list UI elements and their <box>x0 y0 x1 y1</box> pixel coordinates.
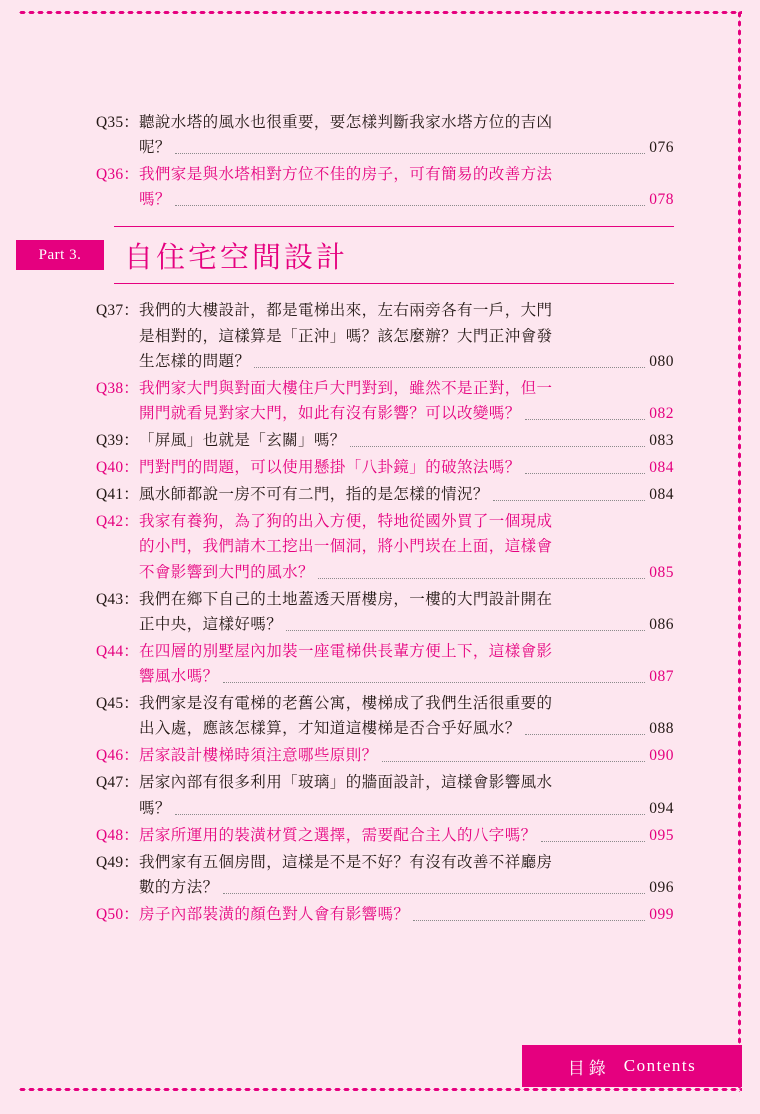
toc-entry-number: Q47： <box>96 774 139 792</box>
toc-entry-body <box>139 639 674 689</box>
toc-entry-last-line <box>139 187 674 212</box>
footer-label-cn: 目錄 <box>567 1058 610 1078</box>
toc-leader-dots <box>525 419 646 420</box>
toc-entry-body <box>139 587 674 637</box>
toc-entry[interactable] <box>96 770 674 820</box>
toc-entry[interactable] <box>96 509 674 584</box>
toc-page-number: 094 <box>649 799 674 817</box>
toc-leader-dots <box>382 761 646 762</box>
toc-leader-dots <box>175 153 645 154</box>
decorative-dot-border-bottom <box>18 1087 742 1092</box>
toc-entry-body <box>139 509 674 584</box>
toc-entry-body <box>139 455 674 480</box>
toc-entry-number: Q37： <box>96 302 139 320</box>
part-title: 自住宅空間設計 <box>124 241 349 274</box>
toc-entry-last-line <box>139 664 674 689</box>
toc-entry-line: 嗎？ <box>139 191 171 209</box>
toc-entry-last-line <box>139 401 674 426</box>
toc-entry[interactable] <box>96 587 674 637</box>
toc-page-number: 076 <box>649 139 674 157</box>
toc-entry-line: 居家所運用的裝潢材質之選擇，需要配合主人的八字嗎？ <box>139 826 537 844</box>
toc-entry-last-line <box>139 716 674 741</box>
toc-entry-line: 呢？ <box>139 139 171 157</box>
toc-page-number: 084 <box>649 459 674 477</box>
toc-page-number: 090 <box>649 747 674 765</box>
toc-entry-line: 居家設計樓梯時須注意哪些原則？ <box>139 747 378 765</box>
toc-entry-number: Q36： <box>96 166 139 184</box>
toc-entry-body <box>139 691 674 741</box>
toc-entry-line: 響風水嗎？ <box>139 667 219 685</box>
toc-entry-number: Q45： <box>96 695 139 713</box>
toc-entry-body <box>139 770 674 820</box>
toc-leader-dots <box>350 446 646 447</box>
toc-entry-number: Q43： <box>96 590 139 608</box>
toc-entry-line: 我們家是沒有電梯的老舊公寓，樓梯成了我們生活很重要的 <box>139 695 553 713</box>
toc-entry-line: 門對門的問題，可以使用懸掛「八卦鏡」的破煞法嗎？ <box>139 459 521 477</box>
toc-entry-line: 出入處，應該怎樣算，才知道這樓梯是否合乎好風水？ <box>139 720 521 738</box>
part-title-rule <box>114 226 674 284</box>
toc-page-number: 082 <box>649 404 674 422</box>
toc-leader-dots <box>413 920 645 921</box>
toc-entry-last-line <box>139 612 674 637</box>
toc-page-number: 099 <box>649 905 674 923</box>
toc-entry-number: Q49： <box>96 853 139 871</box>
toc-group-part3 <box>96 298 674 927</box>
toc-page-number: 095 <box>649 826 674 844</box>
toc-entry-last-line <box>139 902 674 927</box>
toc-entry-last-line <box>139 135 674 160</box>
toc-entry-line: 聽說水塔的風水也很重要，要怎樣判斷我家水塔方位的吉凶 <box>139 114 553 131</box>
toc-page-number: 078 <box>649 191 674 209</box>
toc-page-number: 083 <box>649 431 674 449</box>
toc-leader-dots <box>318 578 645 579</box>
toc-entry-line: 我們家大門與對面大樓住戶大門對到，雖然不是正對，但一 <box>139 379 553 397</box>
toc-entry-line: 在四層的別墅屋內加裝一座電梯供長輩方便上下，這樣會影 <box>139 642 553 660</box>
toc-leader-dots <box>223 682 646 683</box>
toc-leader-dots <box>286 630 645 631</box>
toc-entry-line: 數的方法？ <box>139 878 219 896</box>
toc-page-number: 085 <box>649 563 674 581</box>
toc-entry-body <box>139 850 674 900</box>
toc-entry-last-line <box>139 428 674 453</box>
toc-entry-line: 居家內部有很多利用「玻璃」的牆面設計，這樣會影響風水 <box>139 774 553 792</box>
toc-entry[interactable] <box>96 902 674 927</box>
toc-entry-line: 嗎？ <box>139 799 171 817</box>
toc-entry-line: 我家有養狗，為了狗的出入方便，特地從國外買了一個現成 <box>139 513 553 531</box>
toc-entry-last-line <box>139 482 674 507</box>
toc-entry-last-line <box>139 349 674 374</box>
toc-entry-last-line <box>139 560 674 585</box>
toc-entry-number: Q50： <box>96 905 139 923</box>
part-heading <box>38 226 674 288</box>
toc-entry[interactable] <box>96 482 674 507</box>
toc-entry-last-line <box>139 823 674 848</box>
toc-page-number: 087 <box>649 667 674 685</box>
toc-page-number: 096 <box>649 878 674 896</box>
toc-page-number: 088 <box>649 720 674 738</box>
toc-entry[interactable] <box>96 850 674 900</box>
toc-entry[interactable] <box>96 298 674 373</box>
toc-entry-body <box>139 298 674 373</box>
toc-entry-line: 的小門，我們請木工挖出一個洞，將小門崁在上面，這樣會 <box>139 538 553 556</box>
toc-entry[interactable] <box>96 110 674 160</box>
toc-entry-last-line <box>139 796 674 821</box>
toc-entry-body <box>139 823 674 848</box>
toc-entry-line: 開門就看見對家大門，如此有沒有影響？可以改變嗎？ <box>139 404 521 422</box>
toc-entry-body <box>139 110 674 160</box>
toc-entry[interactable] <box>96 162 674 212</box>
toc-leader-dots <box>525 473 646 474</box>
toc-entry-line: 是相對的，這樣算是「正沖」嗎？該怎麼辦？大門正沖會發 <box>139 327 553 345</box>
decorative-dot-border-right <box>737 10 742 1092</box>
toc-entry-line: 我們家有五個房間，這樣是不是不好？有沒有改善不祥廳房 <box>139 853 553 871</box>
decorative-dot-border-top <box>18 10 742 15</box>
footer-label-en: Contents <box>623 1056 697 1075</box>
toc-entry-last-line <box>139 743 674 768</box>
toc-entry-number: Q40： <box>96 459 139 477</box>
footer-contents-bar <box>522 1045 742 1087</box>
toc-entry-line: 房子內部裝潢的顏色對人會有影響嗎？ <box>139 905 410 923</box>
toc-entry-number: Q41： <box>96 486 139 504</box>
toc-entry-line: 不會影響到大門的風水？ <box>139 563 314 581</box>
toc-entry-body <box>139 743 674 768</box>
toc-entry[interactable] <box>96 743 674 768</box>
toc-entry-line: 我們家是與水塔相對方位不佳的房子，可有簡易的改善方法 <box>139 166 553 184</box>
toc-entry[interactable] <box>96 639 674 689</box>
toc-entry-number: Q46： <box>96 747 139 765</box>
toc-entry-number: Q42： <box>96 513 139 531</box>
toc-leader-dots <box>175 205 645 206</box>
toc-entry-line: 我們的大樓設計，都是電梯出來，左右兩旁各有一戶，大門 <box>139 302 553 320</box>
toc-page-number: 086 <box>649 615 674 633</box>
toc-leader-dots <box>223 893 646 894</box>
toc-entry-number: Q48： <box>96 826 139 844</box>
toc-leader-dots <box>175 814 645 815</box>
toc-entry-number: Q35： <box>96 114 139 131</box>
toc-entry-last-line <box>139 455 674 480</box>
toc-entry-body <box>139 376 674 426</box>
table-of-contents <box>38 110 674 929</box>
toc-entry-line: 風水師都說一房不可有二門，指的是怎樣的情況？ <box>139 486 489 504</box>
toc-entry[interactable] <box>96 376 674 426</box>
toc-entry-body <box>139 482 674 507</box>
toc-leader-dots <box>541 841 646 842</box>
toc-leader-dots <box>493 500 645 501</box>
toc-entry[interactable] <box>96 691 674 741</box>
toc-leader-dots <box>254 367 645 368</box>
toc-entry-line: 「屏風」也就是「玄關」嗎？ <box>139 431 346 449</box>
toc-page-number: 084 <box>649 486 674 504</box>
toc-leader-dots <box>525 734 646 735</box>
toc-entry[interactable] <box>96 823 674 848</box>
toc-page-number: 080 <box>649 352 674 370</box>
toc-entry-number: Q39： <box>96 431 139 449</box>
toc-entry-line: 正中央，這樣好嗎？ <box>139 615 283 633</box>
toc-entry-number: Q38： <box>96 379 139 397</box>
part-tag: Part 3. <box>16 240 104 270</box>
toc-entry-line: 我們在鄉下自己的土地蓋透天厝樓房，一樓的大門設計開在 <box>139 590 553 608</box>
toc-entry-body <box>139 428 674 453</box>
toc-entry-line: 生怎樣的問題？ <box>139 352 251 370</box>
toc-entry[interactable] <box>96 428 674 453</box>
toc-entry-number: Q44： <box>96 642 139 660</box>
toc-entry-body <box>139 902 674 927</box>
toc-group-continued <box>96 110 674 212</box>
toc-entry-body <box>139 162 674 212</box>
toc-entry-last-line <box>139 875 674 900</box>
toc-entry[interactable] <box>96 455 674 480</box>
